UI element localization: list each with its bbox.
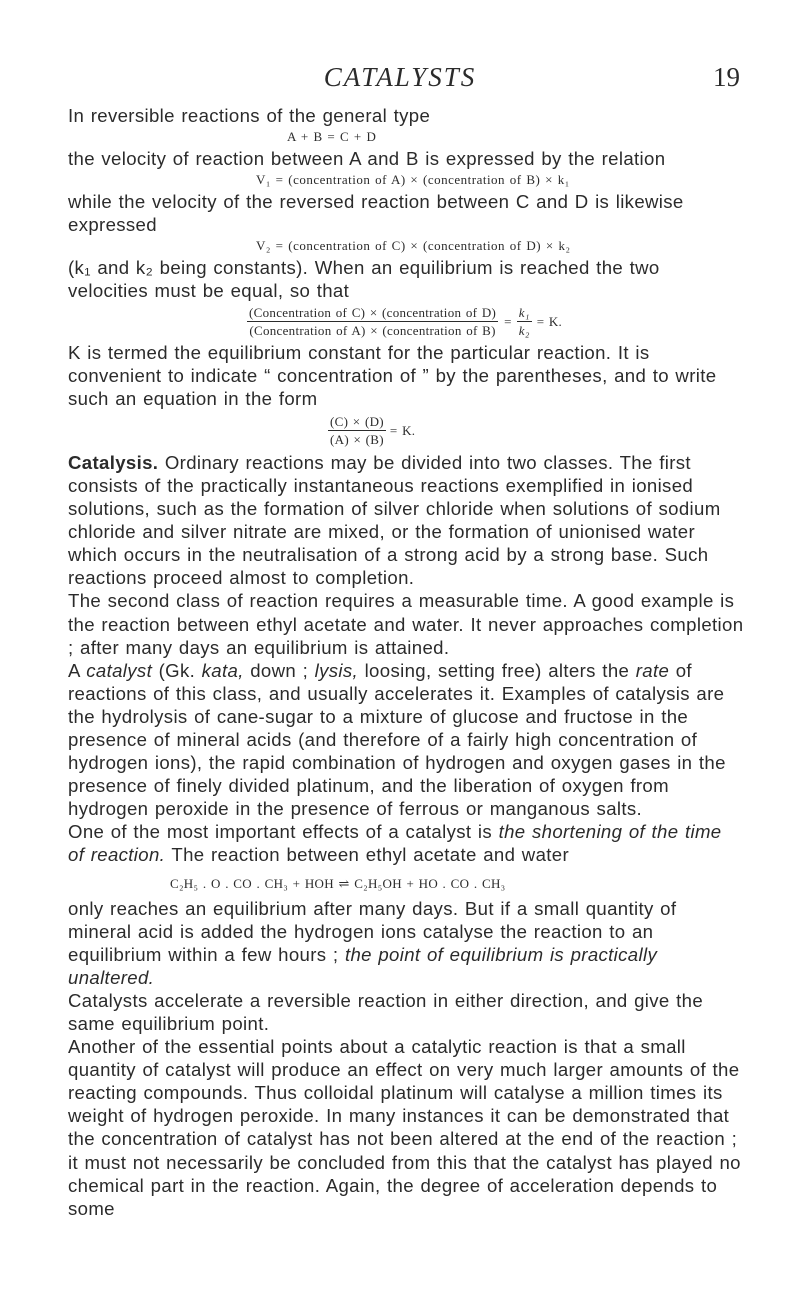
emphasis-shortening: the shortening of the time of reaction. xyxy=(68,821,722,866)
paragraph-catalyst-definition xyxy=(68,659,744,821)
fraction-concentrations xyxy=(247,305,498,338)
fraction-k2: k₂ xyxy=(518,322,530,338)
fraction-rate-constants xyxy=(517,305,532,338)
running-title: CATALYSTS xyxy=(323,62,477,92)
section-heading-catalysis: Catalysis. xyxy=(68,451,159,473)
paragraph-shortening-time xyxy=(68,820,744,866)
fraction-numerator: (Concentration of C) × (concentration of D) xyxy=(249,304,497,320)
text-span: down ; xyxy=(243,659,315,681)
fraction-parenthesis-numerator: (C) × (D) xyxy=(330,413,384,429)
paragraph-second-class: The second class of reaction requires a measurable time. A good example is the reaction between ethyl acetate and water. It never approaches completion ; after many days an equilibrium is attained. xyxy=(68,590,744,658)
fraction-k1: k₁ xyxy=(518,304,530,320)
fraction-denominator: (Concentration of A) × (concentration of B) xyxy=(249,322,496,338)
text-span: The reaction between ethyl acetate and water xyxy=(165,844,570,866)
body-text xyxy=(68,104,744,1220)
paragraph-constants: (k₁ and k₂ being constants). When an equilibrium is reached the two velocities must be equal, so that xyxy=(68,257,660,302)
text-span: loosing, setting free) alters the xyxy=(358,659,636,681)
term-lysis: lysis, xyxy=(314,659,359,681)
equilibrium-constant-result: = K. xyxy=(536,313,563,329)
text-span: of reactions of this class, and usually accelerates it. Examples of catalysis are the hydrolysis of cane-sugar to a mixture of glucose and fructose in the presence of mineral acids (and therefore of a fairly high concentration of hydrogen ions), the rapid combination of hydrogen and oxygen gases in the presence of finely divided platinum, and the liberation of oxygen from hydrogen peroxide in the presence of ferrous or manganous salts. xyxy=(68,659,726,820)
equation-equilibrium-ratio xyxy=(68,305,744,338)
paragraph-reversible-intro: In reversible reactions of the general type xyxy=(68,105,431,126)
paragraph-reversed-reaction: while the velocity of the reversed reaction between C and D is likewise expressed xyxy=(68,191,684,236)
running-head xyxy=(0,62,800,96)
fraction-parenthesis xyxy=(328,414,386,447)
page-number: 19 xyxy=(713,62,740,92)
term-rate: rate xyxy=(635,659,670,681)
text-span: One of the most important effects of a catalyst is xyxy=(68,821,499,843)
parenthesis-form-result: = K. xyxy=(389,422,416,438)
catalysis-text: Ordinary reactions may be divided into two classes. The first consists of the practically instantaneous reactions exemplified in ionised solutions, such as the formation of silver chloride when solutions of sodium chloride and silver nitrate are mixed, or the formation of unionised water which occurs in the neutralisation of a strong acid by a strong base. Such reactions proceed almost to completion. xyxy=(68,451,721,589)
equation-ethyl-acetate: C₂H₅ . O . CO . CH₃ + HOH ⇌ C₂H₅OH + HO . CO . CH₃ xyxy=(170,875,506,891)
text-span: (Gk. xyxy=(152,659,202,681)
text-span: A xyxy=(68,659,87,681)
text-span: only reaches an equilibrium after many days. But if a small quantity of mineral acid is added the hydrogen ions catalyse the reaction to an equilibrium within a few hours ; xyxy=(68,897,677,965)
equation-parenthesis-form xyxy=(68,414,744,447)
paragraph-small-quantity: Another of the essential points about a catalytic reaction is that a small quantity of catalyst will produce an effect on very much larger amounts of the reacting compounds. Thus colloidal platinum will catalyse a million times its weight of hydrogen peroxide. In many instances it can be demonstrated that the concentration of catalyst has not been altered at the end of the reaction ; it must not necessarily be concluded from this that the catalyst has played no chemical part in the reaction. Again, the degree of acceleration depends to some xyxy=(68,1036,741,1219)
equation-velocity-2: V₂ = (concentration of C) × (concentration of D) × k₂ xyxy=(256,238,571,254)
paragraph-equilibrium-constant: K is termed the equilibrium constant for the particular reaction. It is convenient to indicate “ concentration of ” by the parentheses, and to write such an equation in the form xyxy=(68,341,717,409)
term-catalyst: catalyst xyxy=(86,659,153,681)
paragraph-velocity-relation: the velocity of reaction between A and B is expressed by the relation xyxy=(68,148,666,170)
equation-velocity-1: V₁ = (concentration of A) × (concentration of B) × k₁ xyxy=(256,172,570,188)
equals-sign: = xyxy=(504,313,512,329)
fraction-parenthesis-denominator: (A) × (B) xyxy=(330,431,384,447)
paragraph-either-direction: Catalysts accelerate a reversible reaction in either direction, and give the same equilibrium point. xyxy=(68,989,704,1034)
paragraph-catalysis xyxy=(68,451,744,590)
term-kata: kata, xyxy=(201,659,244,681)
equation-general-type: A + B = C + D xyxy=(287,129,377,145)
paragraph-equilibrium-unaltered xyxy=(68,897,744,989)
emphasis-unaltered: the point of equilibrium is practically unaltered. xyxy=(68,943,658,988)
